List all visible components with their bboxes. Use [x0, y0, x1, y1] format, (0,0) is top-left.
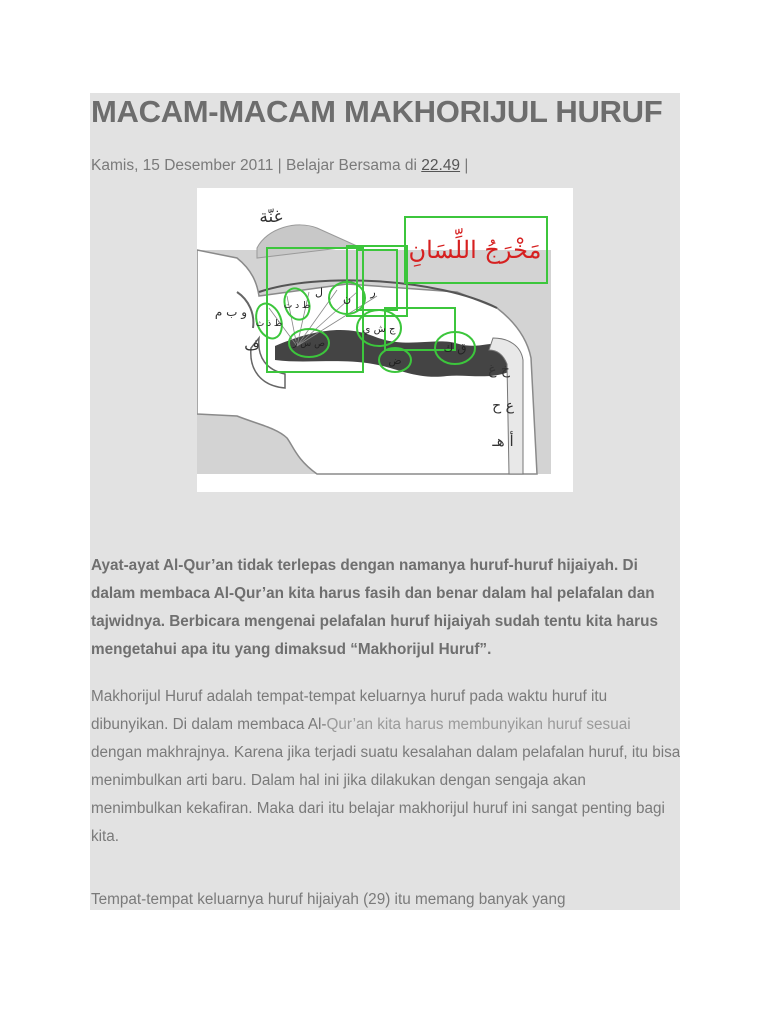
ghunnah-label: غنّة	[259, 207, 283, 227]
label-throat-upper: خ غ	[488, 362, 510, 378]
label-throat-middle: ع ح	[492, 398, 514, 414]
label-lip-letters: و ب م	[214, 305, 248, 319]
label-jim: ج ش ي	[362, 324, 396, 335]
mouth-diagram-svg	[197, 188, 573, 492]
label-nun: ن	[342, 292, 352, 305]
makhraj-lisan-title: مَخْرَجُ اللِّسَانِ	[408, 236, 542, 264]
intro-paragraph: Ayat-ayat Al-Qur’an tidak terlepas dengan namanya huruf-huruf hijaiyah. Di dalam membaca Al-Qur’an kita harus fasih dan benar dalam hal pelafalan dan tajwidnya. Berbicara mengenai pelafalan huruf hijaiyah sudah tentu kita harus mengetahui apa itu yang dimaksud “Makhorijul Huruf”.	[91, 557, 658, 658]
meta-separator: |	[460, 157, 469, 174]
post-date-author: Kamis, 15 Desember 2011 | Belajar Bersama di	[91, 157, 422, 174]
label-fa: ف	[244, 336, 260, 354]
label-ta: ط د ت	[283, 301, 311, 311]
post-time-link[interactable]: 22.49	[421, 157, 461, 174]
label-throat-lower: أ هـ	[492, 432, 514, 450]
definition-text-a: Makhorijul Huruf adalah tempat-tempat keluarnya huruf pada waktu huruf itu dibunyikan. Di dalam membaca Al-	[91, 688, 608, 733]
definition-paragraph	[91, 683, 680, 851]
label-sad: ص س ز	[293, 339, 325, 349]
article-page	[90, 93, 680, 910]
makharij-diagram	[197, 188, 573, 492]
post-meta	[91, 157, 468, 175]
definition-text-c: dengan makhrajnya. Karena jika terjadi suatu kesalahan dalam pelafalan huruf, itu bisa menimbulkan arti baru. Dalam hal ini jika dilakukan dengan sengaja akan menimbulkan kekafiran. Maka dari itu belajar makhorijul huruf ini sangat penting bagi kita.	[91, 744, 680, 845]
label-za: ظ ذ ث	[255, 319, 283, 329]
label-ra: ر	[370, 286, 376, 299]
article-title: MACAM-MACAM MAKHORIJUL HURUF	[91, 94, 663, 129]
places-paragraph: Tempat-tempat keluarnya huruf hijaiyah (29) itu memang banyak yang	[91, 891, 566, 908]
label-lam: ل	[315, 286, 323, 299]
label-qaf: ق ك	[443, 341, 467, 355]
definition-text-b: Qur’an kita harus membunyikan huruf sesuai	[326, 716, 631, 733]
label-dad: ض	[388, 354, 402, 367]
